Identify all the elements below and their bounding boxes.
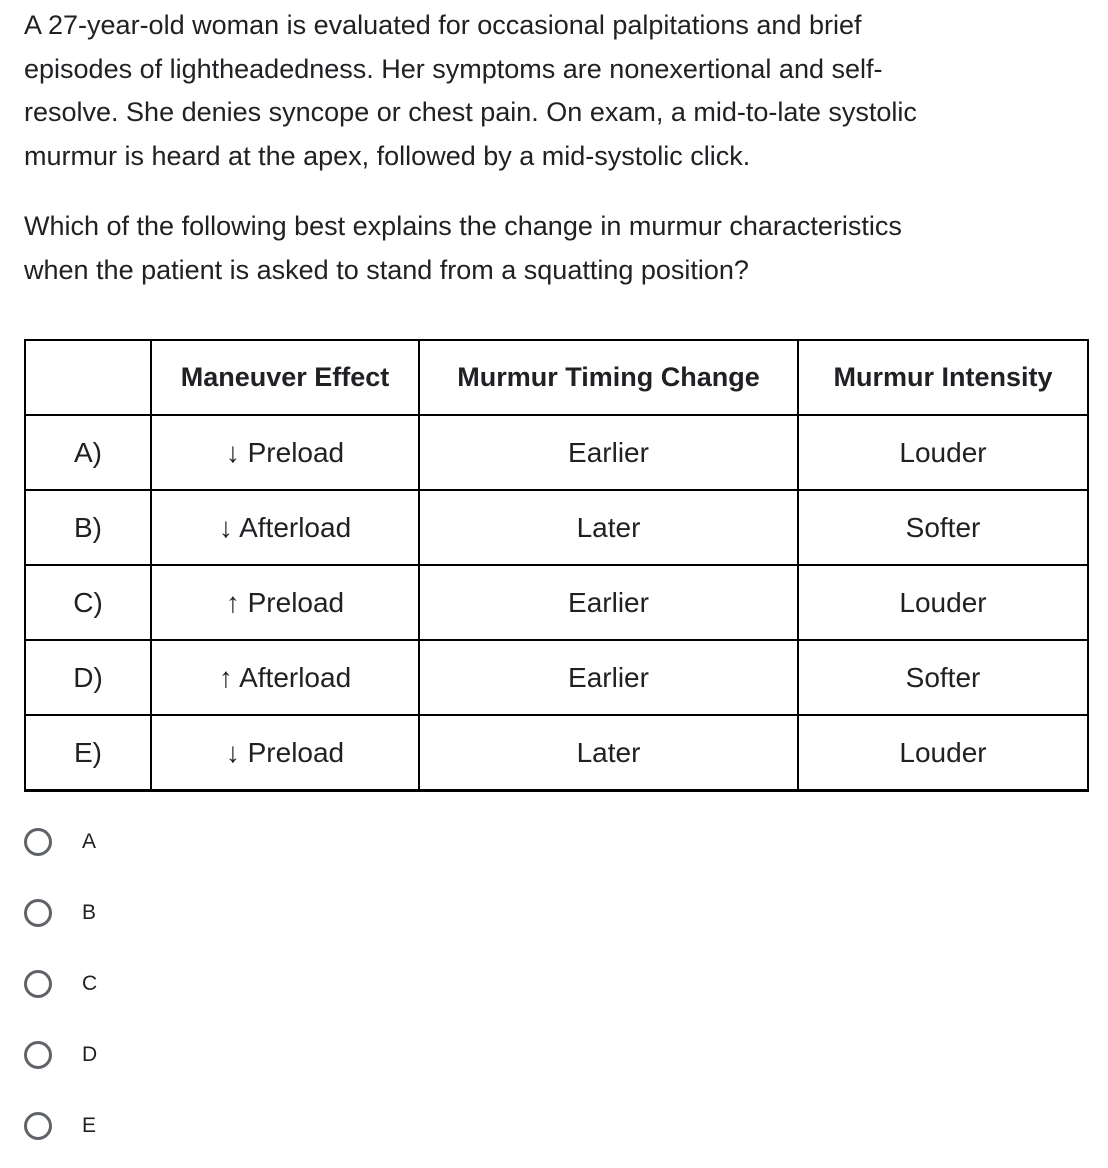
table-row [25, 565, 1088, 640]
table-header-row [25, 340, 1088, 415]
choice-label[interactable]: C [82, 971, 98, 995]
row-timing: Earlier [419, 565, 798, 640]
row-option: A) [25, 415, 151, 490]
row-maneuver-effect: ↑ Preload [151, 565, 419, 640]
choice-b[interactable] [24, 877, 97, 948]
radio-button-b[interactable] [24, 899, 52, 927]
row-timing: Earlier [419, 640, 798, 715]
header-maneuver-effect: Maneuver Effect [151, 340, 419, 415]
table-row [25, 640, 1088, 715]
table-row [25, 490, 1088, 565]
table-row [25, 415, 1088, 490]
row-timing: Earlier [419, 415, 798, 490]
choice-e[interactable] [24, 1090, 97, 1161]
row-option: D) [25, 640, 151, 715]
row-option: C) [25, 565, 151, 640]
row-option: E) [25, 715, 151, 791]
choice-c[interactable] [24, 948, 97, 1019]
row-maneuver-effect: ↓ Preload [151, 415, 419, 490]
row-intensity: Softer [798, 640, 1088, 715]
radio-button-a[interactable] [24, 828, 52, 856]
stem-line: episodes of lightheadedness. Her symptoms are nonexertional and self- [24, 53, 883, 84]
row-timing: Later [419, 490, 798, 565]
row-intensity: Softer [798, 490, 1088, 565]
header-option [25, 340, 151, 415]
choice-label[interactable]: A [82, 829, 97, 853]
row-intensity: Louder [798, 715, 1088, 791]
row-option: B) [25, 490, 151, 565]
choice-a[interactable] [24, 806, 97, 877]
answer-choices [24, 806, 97, 1161]
header-murmur-intensity: Murmur Intensity [798, 340, 1088, 415]
choice-label[interactable]: D [82, 1042, 98, 1066]
stem-line: A 27-year-old woman is evaluated for occasional palpitations and brief [24, 10, 862, 40]
prompt-line: Which of the following best explains the change in murmur characteristics [24, 211, 902, 241]
row-maneuver-effect: ↑ Afterload [151, 640, 419, 715]
choice-label[interactable]: E [82, 1113, 97, 1137]
question-stem [24, 4, 1084, 178]
stem-line: murmur is heard at the apex, followed by a mid-systolic click. [24, 140, 751, 171]
stem-line: resolve. She denies syncope or chest pain. On exam, a mid-to-late systolic [24, 97, 917, 127]
answer-options-table [24, 339, 1089, 792]
question-prompt [24, 205, 1084, 292]
row-intensity: Louder [798, 415, 1088, 490]
row-maneuver-effect: ↓ Afterload [151, 490, 419, 565]
prompt-line: when the patient is asked to stand from a squatting position? [24, 254, 749, 285]
row-timing: Later [419, 715, 798, 791]
radio-button-c[interactable] [24, 970, 52, 998]
table-row [25, 715, 1088, 791]
row-intensity: Louder [798, 565, 1088, 640]
choice-d[interactable] [24, 1019, 97, 1090]
radio-button-d[interactable] [24, 1041, 52, 1069]
row-maneuver-effect: ↓ Preload [151, 715, 419, 791]
radio-button-e[interactable] [24, 1112, 52, 1140]
header-murmur-timing-change: Murmur Timing Change [419, 340, 798, 415]
choice-label[interactable]: B [82, 900, 97, 924]
